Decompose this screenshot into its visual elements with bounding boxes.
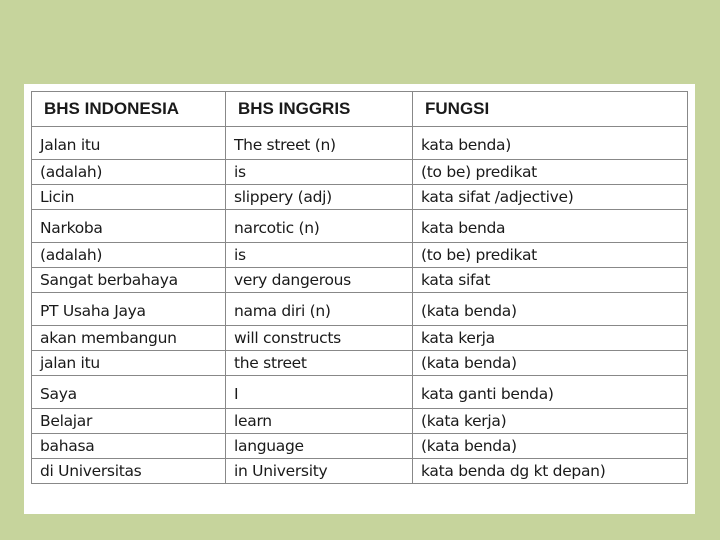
header-row bbox=[32, 92, 688, 127]
cell-indonesian: akan membangun bbox=[32, 326, 226, 351]
cell-english: nama diri (n) bbox=[226, 293, 413, 326]
header-bhs-inggris: BHS INGGRIS bbox=[226, 92, 413, 127]
cell-english: I bbox=[226, 376, 413, 409]
table-row bbox=[32, 210, 688, 243]
table-row bbox=[32, 293, 688, 326]
cell-english: narcotic (n) bbox=[226, 210, 413, 243]
cell-function: kata sifat /adjective) bbox=[413, 185, 688, 210]
cell-indonesian: (adalah) bbox=[32, 243, 226, 268]
cell-indonesian: jalan itu bbox=[32, 351, 226, 376]
vocabulary-table bbox=[31, 91, 688, 484]
cell-function: (to be) predikat bbox=[413, 160, 688, 185]
cell-english: slippery (adj) bbox=[226, 185, 413, 210]
cell-indonesian: di Universitas bbox=[32, 459, 226, 484]
cell-function: (kata benda) bbox=[413, 293, 688, 326]
table-row bbox=[32, 185, 688, 210]
cell-indonesian: PT Usaha Jaya bbox=[32, 293, 226, 326]
cell-function: (kata benda) bbox=[413, 434, 688, 459]
cell-english: learn bbox=[226, 409, 413, 434]
table-row bbox=[32, 409, 688, 434]
cell-function: kata benda) bbox=[413, 127, 688, 160]
cell-english: is bbox=[226, 160, 413, 185]
cell-english: in University bbox=[226, 459, 413, 484]
table-row bbox=[32, 326, 688, 351]
cell-english: the street bbox=[226, 351, 413, 376]
table-row bbox=[32, 268, 688, 293]
cell-indonesian: Belajar bbox=[32, 409, 226, 434]
cell-indonesian: Narkoba bbox=[32, 210, 226, 243]
cell-english: language bbox=[226, 434, 413, 459]
cell-english: very dangerous bbox=[226, 268, 413, 293]
cell-function: (kata benda) bbox=[413, 351, 688, 376]
header-fungsi: FUNGSI bbox=[413, 92, 688, 127]
header-bhs-indonesia: BHS INDONESIA bbox=[32, 92, 226, 127]
table-row bbox=[32, 160, 688, 185]
cell-english: is bbox=[226, 243, 413, 268]
table-row bbox=[32, 243, 688, 268]
cell-function: (to be) predikat bbox=[413, 243, 688, 268]
table-row bbox=[32, 376, 688, 409]
cell-indonesian: (adalah) bbox=[32, 160, 226, 185]
slide-content bbox=[24, 84, 695, 514]
cell-function: kata sifat bbox=[413, 268, 688, 293]
cell-english: The street (n) bbox=[226, 127, 413, 160]
cell-indonesian: Sangat berbahaya bbox=[32, 268, 226, 293]
table-row bbox=[32, 434, 688, 459]
cell-function: kata benda dg kt depan) bbox=[413, 459, 688, 484]
table-row bbox=[32, 351, 688, 376]
cell-english: will constructs bbox=[226, 326, 413, 351]
cell-indonesian: bahasa bbox=[32, 434, 226, 459]
cell-indonesian: Licin bbox=[32, 185, 226, 210]
cell-function: kata benda bbox=[413, 210, 688, 243]
cell-function: kata kerja bbox=[413, 326, 688, 351]
cell-indonesian: Saya bbox=[32, 376, 226, 409]
table-row bbox=[32, 459, 688, 484]
table-row bbox=[32, 127, 688, 160]
cell-function: (kata kerja) bbox=[413, 409, 688, 434]
cell-function: kata ganti benda) bbox=[413, 376, 688, 409]
cell-indonesian: Jalan itu bbox=[32, 127, 226, 160]
